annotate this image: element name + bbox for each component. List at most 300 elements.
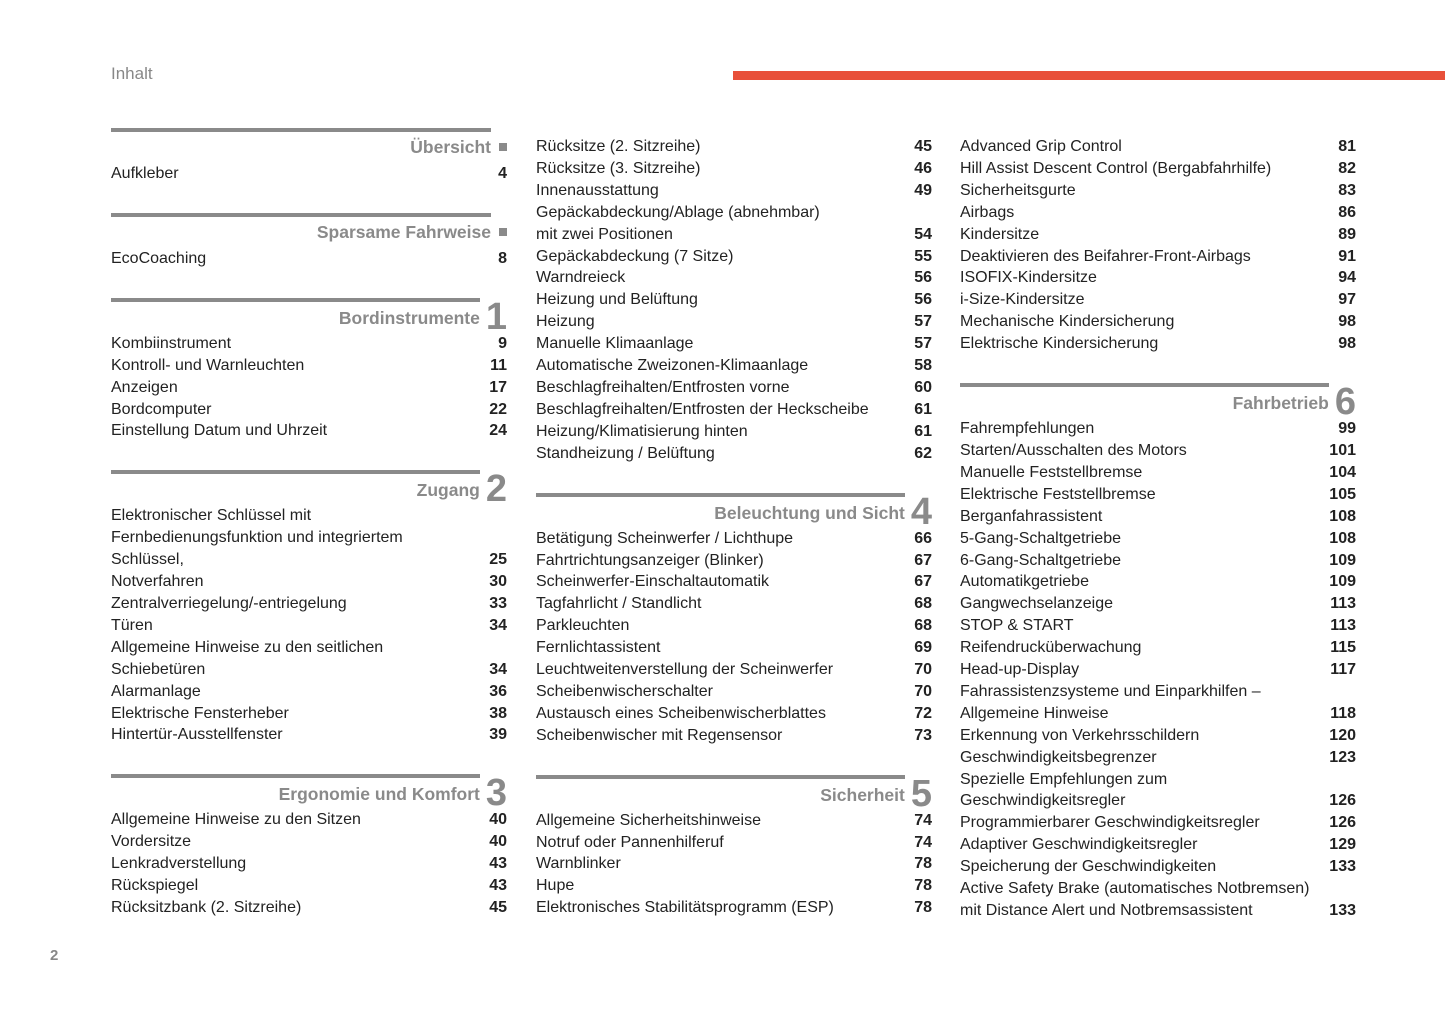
toc-entry-page[interactable]: 49: [914, 181, 932, 199]
toc-entry-title[interactable]: Zentralverriegelung/-entriegelung: [111, 594, 347, 612]
toc-entry-title[interactable]: Spezielle Empfehlungen zum: [960, 770, 1168, 788]
toc-entry[interactable]: [536, 333, 932, 355]
toc-entry-page[interactable]: 11: [490, 356, 507, 374]
toc-entry[interactable]: [960, 593, 1356, 615]
toc-entry-page[interactable]: 58: [914, 357, 932, 375]
toc-entry-title[interactable]: Heizung: [536, 313, 595, 331]
toc-entry-title[interactable]: Head-up-Display: [960, 661, 1080, 679]
toc-entry-title[interactable]: Standheizung / Belüftung: [536, 444, 715, 462]
toc-entry-page[interactable]: 73: [914, 726, 932, 744]
toc-entry-title[interactable]: Advanced Grip Control: [960, 138, 1122, 155]
toc-entry[interactable]: [111, 875, 507, 897]
toc-entry-title[interactable]: Rücksitzbank (2. Sitzreihe): [111, 898, 302, 916]
accent-bar: [733, 71, 1445, 80]
toc-entry[interactable]: [960, 769, 1356, 791]
section-number: 6: [1334, 381, 1356, 424]
toc-entry-title[interactable]: Alarmanlage: [111, 682, 201, 700]
toc-entry-page[interactable]: 115: [1330, 639, 1356, 657]
toc-entry[interactable]: [111, 659, 507, 681]
toc-entry-page[interactable]: 133: [1329, 858, 1356, 876]
toc-entry[interactable]: [960, 637, 1356, 659]
toc-entry[interactable]: [960, 440, 1356, 462]
toc-entry[interactable]: [960, 267, 1356, 289]
toc-entry-title[interactable]: Rücksitze (2. Sitzreihe): [536, 138, 701, 155]
toc-entry-title[interactable]: Rücksitze (3. Sitzreihe): [536, 159, 701, 177]
toc-entry-title[interactable]: Parkleuchten: [536, 617, 630, 635]
toc-entry-page[interactable]: 120: [1329, 726, 1356, 744]
section-header: [536, 490, 932, 533]
toc-entry-page[interactable]: 61: [914, 400, 932, 418]
toc-entry[interactable]: [111, 248, 507, 270]
toc-entry[interactable]: [960, 725, 1356, 747]
toc-entry-page[interactable]: 60: [914, 378, 932, 396]
toc-entry[interactable]: [960, 224, 1356, 246]
toc-entry[interactable]: [960, 246, 1356, 268]
toc-entry-title[interactable]: Programmierbarer Geschwindigkeitsregler: [960, 814, 1260, 832]
toc-entry-page[interactable]: 78: [914, 877, 932, 895]
toc-entry[interactable]: [960, 550, 1356, 572]
toc-entry[interactable]: [111, 897, 507, 919]
toc-entry-title[interactable]: Automatische Zweizonen-Klimaanlage: [536, 357, 809, 375]
toc-entry-title[interactable]: Bordcomputer: [111, 400, 212, 418]
toc-entry[interactable]: [536, 202, 932, 224]
toc-entry-title[interactable]: Hupe: [536, 877, 575, 895]
toc-entry[interactable]: [960, 812, 1356, 834]
toc-entry[interactable]: [536, 377, 932, 399]
toc-entry-title[interactable]: Schiebetüren: [111, 660, 206, 678]
toc-entry[interactable]: [536, 615, 932, 637]
toc-entry[interactable]: [536, 550, 932, 572]
toc-entry-page[interactable]: 105: [1329, 485, 1356, 503]
toc-entry-title[interactable]: Active Safety Brake (automatisches Notbremsen): [960, 880, 1310, 898]
section-divider: [111, 128, 491, 132]
document-title: Inhalt: [111, 64, 153, 83]
toc-entry-page[interactable]: 40: [489, 833, 507, 851]
toc-entry[interactable]: [536, 897, 932, 919]
toc-entry-title[interactable]: Fahrassistenzsysteme und Einparkhilfen –: [960, 682, 1261, 700]
toc-entry-title[interactable]: Adaptiver Geschwindigkeitsregler: [960, 836, 1198, 854]
section-divider: [536, 775, 905, 779]
toc-entry-title[interactable]: Gepäckabdeckung/Ablage (abnehmbar): [536, 203, 820, 221]
section-number: 1: [485, 295, 507, 338]
section-header: [960, 381, 1356, 424]
toc-entry-title[interactable]: mit zwei Positionen: [536, 225, 673, 243]
section-title: Übersicht: [410, 137, 491, 157]
toc-entry[interactable]: [960, 659, 1356, 681]
toc-entry-title[interactable]: Gepäckabdeckung (7 Sitze): [536, 247, 734, 265]
toc-entry-page[interactable]: 8: [498, 249, 507, 267]
toc-entry-title[interactable]: STOP & START: [960, 617, 1074, 635]
toc-entry[interactable]: [960, 136, 1356, 158]
toc-entry-page[interactable]: 98: [1338, 335, 1356, 353]
toc-entry-page[interactable]: 81: [1338, 138, 1356, 155]
toc-entry[interactable]: [536, 311, 932, 333]
toc-entry-page[interactable]: 82: [1338, 159, 1356, 177]
toc-entry-title[interactable]: Beschlagfreihalten/Entfrosten der Heckscheibe: [536, 400, 869, 418]
toc-entry[interactable]: [111, 809, 507, 831]
section-gap: [111, 243, 507, 248]
toc-entry-title[interactable]: Fernlichtassistent: [536, 639, 661, 657]
toc-entry[interactable]: [960, 528, 1356, 550]
toc-entry[interactable]: [536, 399, 932, 421]
section-title: Beleuchtung und Sicht: [714, 502, 905, 523]
toc-entry-page[interactable]: 55: [914, 247, 932, 265]
toc-entry[interactable]: [111, 399, 507, 421]
section-gap: [536, 805, 932, 810]
toc-entry-title[interactable]: ISOFIX-Kindersitze: [960, 269, 1097, 287]
toc-entry-title[interactable]: Fernbedienungsfunktion und integriertem: [111, 529, 403, 547]
section-title: Sicherheit: [820, 784, 905, 805]
toc-entry-title[interactable]: Heizung/Klimatisierung hinten: [536, 422, 748, 440]
toc-entry[interactable]: [111, 831, 507, 853]
toc-entry-page[interactable]: 113: [1330, 617, 1356, 635]
toc-entry-title[interactable]: Allgemeine Sicherheitshinweise: [536, 811, 762, 829]
section-gap: [536, 523, 932, 528]
toc-entry[interactable]: [536, 853, 932, 875]
page-number: 2: [50, 947, 59, 964]
toc-entry-title[interactable]: Manuelle Klimaanlage: [536, 335, 694, 353]
toc-entry[interactable]: [111, 377, 507, 399]
toc-entry[interactable]: [111, 549, 507, 571]
section-title-row: [111, 468, 507, 511]
toc-entry-page[interactable]: 109: [1329, 573, 1356, 591]
toc-entry[interactable]: [960, 615, 1356, 637]
toc-entry-page[interactable]: 68: [914, 617, 932, 635]
toc-entry[interactable]: [960, 484, 1356, 506]
toc-entry[interactable]: [536, 180, 932, 202]
toc-entry-page[interactable]: 45: [489, 898, 507, 916]
section-number: 4: [910, 490, 932, 533]
toc-entry-page[interactable]: 57: [914, 335, 932, 353]
toc-entry-page[interactable]: 126: [1329, 792, 1356, 810]
toc-entry-title[interactable]: Innenausstattung: [536, 181, 659, 199]
toc-entry-title[interactable]: Manuelle Feststellbremse: [960, 463, 1143, 481]
toc-entry[interactable]: [536, 443, 932, 465]
toc-entry-page[interactable]: 56: [914, 269, 932, 287]
toc-entry-page[interactable]: 66: [914, 529, 932, 547]
toc-entry-title[interactable]: Türen: [111, 616, 153, 634]
toc-entry[interactable]: [960, 311, 1356, 333]
section-divider: [536, 493, 905, 497]
toc-entry[interactable]: [536, 832, 932, 854]
section-title-row: [960, 381, 1356, 424]
toc-entry-page[interactable]: 43: [489, 855, 507, 873]
toc-entry[interactable]: [111, 681, 507, 703]
toc-entry[interactable]: [536, 158, 932, 180]
toc-entry[interactable]: [536, 571, 932, 593]
toc-entry-title[interactable]: Anzeigen: [111, 378, 178, 396]
toc-entry[interactable]: [536, 593, 932, 615]
toc-entry-page[interactable]: 78: [914, 899, 932, 917]
toc-column-1: [111, 128, 507, 919]
toc-entry-title[interactable]: Elektronisches Stabilitätsprogramm (ESP): [536, 899, 834, 917]
toc-entry-page[interactable]: 69: [914, 639, 932, 657]
toc-entry[interactable]: [960, 506, 1356, 528]
toc-entry-title[interactable]: Austausch eines Scheibenwischerblattes: [536, 704, 826, 722]
toc-entry-title[interactable]: Beschlagfreihalten/Entfrosten vorne: [536, 378, 790, 396]
toc-entry-page[interactable]: 62: [914, 444, 932, 462]
toc-entry-page[interactable]: 94: [1338, 269, 1356, 287]
toc-entry-page[interactable]: 54: [914, 225, 932, 243]
toc-entry-page[interactable]: 101: [1329, 441, 1356, 459]
toc-entry-page[interactable]: 9: [498, 334, 507, 352]
toc-entry[interactable]: [960, 681, 1356, 703]
toc-column-3: [960, 136, 1356, 922]
toc-entry-title[interactable]: Hintertür-Ausstellfenster: [111, 726, 283, 744]
toc-entry-page[interactable]: 34: [489, 660, 507, 678]
toc-entry-page[interactable]: 129: [1329, 836, 1356, 854]
toc-entry-page[interactable]: 118: [1330, 704, 1356, 722]
section-square-icon: [499, 143, 507, 151]
section-divider: [111, 298, 480, 302]
toc-entry-title[interactable]: 6-Gang-Schaltgetriebe: [960, 551, 1121, 569]
toc-entry-title[interactable]: EcoCoaching: [111, 249, 207, 267]
toc-entry[interactable]: [111, 505, 507, 527]
section-title-row: [111, 772, 507, 815]
toc-entry[interactable]: [960, 790, 1356, 812]
toc-entry-title[interactable]: Allgemeine Hinweise: [960, 704, 1109, 722]
toc-entry[interactable]: [960, 333, 1356, 355]
toc-entry[interactable]: [536, 528, 932, 550]
toc-entry-title[interactable]: i-Size-Kindersitze: [960, 291, 1085, 309]
toc-entry[interactable]: [111, 724, 507, 746]
toc-entry-page[interactable]: 46: [914, 159, 932, 177]
toc-entry-title[interactable]: Automatikgetriebe: [960, 573, 1089, 591]
toc-entry[interactable]: [111, 853, 507, 875]
toc-entry[interactable]: [111, 420, 507, 442]
toc-entry-page[interactable]: 72: [914, 704, 932, 722]
toc-entry[interactable]: [111, 163, 507, 185]
toc-entry-title[interactable]: Vordersitze: [111, 833, 192, 851]
toc-entry-title[interactable]: Tagfahrlicht / Standlicht: [536, 595, 702, 613]
section-title: Fahrbetrieb: [1232, 393, 1329, 414]
section-title: Sparsame Fahrweise: [316, 221, 491, 242]
toc-entry-title[interactable]: Aufkleber: [111, 165, 179, 182]
toc-entry-title[interactable]: Warnblinker: [536, 855, 621, 873]
toc-entry[interactable]: [536, 355, 932, 377]
toc-entry[interactable]: [960, 878, 1356, 900]
toc-entry[interactable]: [536, 703, 932, 725]
toc-entry-title[interactable]: Reifendrucküberwachung: [960, 639, 1142, 657]
section-header: [111, 772, 507, 815]
toc-entry[interactable]: [960, 703, 1356, 725]
section-gap: [960, 413, 1356, 418]
toc-entry-title[interactable]: Heizung und Belüftung: [536, 291, 698, 309]
toc-entry-title[interactable]: Elektronischer Schlüssel mit: [111, 507, 312, 525]
toc-entry[interactable]: [960, 180, 1356, 202]
toc-entry-title[interactable]: Elektrische Fensterheber: [111, 704, 289, 722]
toc-entry-title[interactable]: mit Distance Alert und Notbremsassistent: [960, 902, 1253, 919]
section-title-row: [111, 136, 507, 158]
toc-entry[interactable]: [536, 136, 932, 158]
toc-entry[interactable]: [536, 725, 932, 747]
toc-entry[interactable]: [536, 681, 932, 703]
toc-entry-title[interactable]: Elektrische Feststellbremse: [960, 485, 1156, 503]
toc-entry-title[interactable]: Speicherung der Geschwindigkeiten: [960, 858, 1217, 876]
toc-entry[interactable]: [111, 527, 507, 549]
section-header: [536, 772, 932, 815]
toc-entry-title[interactable]: Sicherheitsgurte: [960, 181, 1076, 199]
toc-entry-title[interactable]: Mechanische Kindersicherung: [960, 313, 1175, 331]
section-header: [111, 128, 507, 163]
toc-entry-page[interactable]: 24: [489, 422, 507, 440]
toc-entry[interactable]: [960, 856, 1356, 878]
toc-entry-title[interactable]: Einstellung Datum und Uhrzeit: [111, 422, 328, 440]
toc-entry-page[interactable]: 91: [1338, 247, 1356, 265]
toc-entry-page[interactable]: 43: [489, 877, 507, 895]
toc-entry-title[interactable]: Scheinwerfer-Einschaltautomatik: [536, 573, 769, 591]
toc-entry-page[interactable]: 123: [1329, 748, 1356, 766]
toc-entry-title[interactable]: Berganfahrassistent: [960, 507, 1103, 525]
toc-entry[interactable]: [536, 246, 932, 268]
toc-entry-page[interactable]: 22: [489, 400, 507, 418]
toc-entry-page[interactable]: 104: [1329, 463, 1356, 481]
section-title-row: [536, 490, 932, 533]
toc-entry[interactable]: [960, 418, 1356, 440]
toc-entry-page[interactable]: 89: [1338, 225, 1356, 243]
toc-entry[interactable]: [960, 571, 1356, 593]
toc-entry-page[interactable]: 4: [498, 165, 507, 182]
toc-entry-title[interactable]: Gangwechselanzeige: [960, 595, 1113, 613]
toc-entry[interactable]: [960, 202, 1356, 224]
toc-entry-page[interactable]: 25: [489, 551, 507, 569]
toc-entry-page[interactable]: 70: [914, 661, 932, 679]
toc-entry[interactable]: [536, 637, 932, 659]
toc-entry[interactable]: [536, 875, 932, 897]
toc-entry-title[interactable]: Leuchtweitenverstellung der Scheinwerfer: [536, 661, 834, 679]
section-title-row: [111, 295, 507, 338]
toc-entry-page[interactable]: 30: [489, 573, 507, 591]
toc-entry-title[interactable]: Deaktivieren des Beifahrer-Front-Airbags: [960, 247, 1251, 265]
section-title: Bordinstrumente: [338, 307, 480, 328]
toc-entry-title[interactable]: Fahrtrichtungsanzeiger (Blinker): [536, 551, 764, 569]
toc-entry-title[interactable]: Erkennung von Verkehrsschildern: [960, 726, 1200, 744]
toc-entry-title[interactable]: Kombiinstrument: [111, 334, 232, 352]
toc-entry-page[interactable]: 40: [489, 811, 507, 829]
toc-entry[interactable]: [536, 421, 932, 443]
toc-entry[interactable]: [960, 834, 1356, 856]
toc-entry-page[interactable]: 97: [1338, 291, 1356, 309]
toc-entry-page[interactable]: 33: [489, 594, 507, 612]
section-gap: [111, 158, 507, 163]
toc-entry-title[interactable]: Hill Assist Descent Control (Bergabfahrhilfe): [960, 159, 1272, 177]
toc-entry[interactable]: [536, 267, 932, 289]
section-header: [111, 295, 507, 338]
section-number: 3: [485, 772, 507, 815]
toc-entry[interactable]: [536, 810, 932, 832]
toc-entry-title[interactable]: Airbags: [960, 203, 1015, 221]
toc-entry[interactable]: [960, 462, 1356, 484]
toc-entry-title[interactable]: Scheibenwischerschalter: [536, 682, 713, 700]
toc-entry[interactable]: [111, 703, 507, 725]
toc-entry-page[interactable]: 36: [489, 682, 507, 700]
toc-entry-page[interactable]: 117: [1330, 661, 1356, 679]
section-divider: [111, 774, 480, 778]
section-gap: [111, 500, 507, 505]
toc-entry-page[interactable]: 34: [489, 616, 507, 634]
toc-entry-page[interactable]: 67: [914, 573, 932, 591]
toc-entry-title[interactable]: Notruf oder Pannenhilferuf: [536, 833, 724, 851]
toc-entry-page[interactable]: 38: [489, 704, 507, 722]
toc-entry-page[interactable]: 67: [914, 551, 932, 569]
toc-entry-title[interactable]: Kindersitze: [960, 225, 1040, 243]
section-title-row: [111, 221, 507, 243]
section-number: 2: [485, 468, 507, 511]
toc-entry-page[interactable]: 57: [914, 313, 932, 331]
toc-entry-page[interactable]: 17: [489, 378, 507, 396]
toc-entry[interactable]: [960, 158, 1356, 180]
toc-entry-page[interactable]: 45: [914, 138, 932, 155]
toc-entry-page[interactable]: 56: [914, 291, 932, 309]
toc-entry[interactable]: [111, 637, 507, 659]
section-title: Ergonomie und Komfort: [278, 784, 480, 805]
toc-entry-title[interactable]: 5-Gang-Schaltgetriebe: [960, 529, 1121, 547]
section-gap: [111, 328, 507, 333]
toc-entry-page[interactable]: 133: [1329, 902, 1356, 919]
toc-entry-page[interactable]: 78: [914, 855, 932, 873]
toc-entry-title[interactable]: Scheibenwischer mit Regensensor: [536, 726, 783, 744]
toc-entry[interactable]: [111, 593, 507, 615]
toc-entry-title[interactable]: Warndreieck: [536, 269, 626, 287]
section-square-icon: [499, 228, 507, 236]
toc-entry-title[interactable]: Geschwindigkeitsregler: [960, 792, 1126, 810]
toc-entry-title[interactable]: Geschwindigkeitsbegrenzer: [960, 748, 1157, 766]
toc-entry-title[interactable]: Lenkradverstellung: [111, 855, 247, 873]
toc-entry[interactable]: [960, 747, 1356, 769]
toc-entry-title[interactable]: Kontroll- und Warnleuchten: [111, 356, 305, 374]
toc-entry[interactable]: [536, 224, 932, 246]
toc-entry-page[interactable]: 68: [914, 595, 932, 613]
toc-entry-page[interactable]: 99: [1338, 420, 1356, 438]
toc-entry-title[interactable]: Rückspiegel: [111, 877, 199, 895]
toc-entry-title[interactable]: Betätigung Scheinwerfer / Lichthupe: [536, 529, 794, 547]
toc-entry-page[interactable]: 74: [914, 833, 932, 851]
toc-entry[interactable]: [111, 571, 507, 593]
toc-entry-title[interactable]: Allgemeine Hinweise zu den Sitzen: [111, 811, 361, 829]
toc-entry-page[interactable]: 108: [1329, 529, 1356, 547]
toc-entry-title[interactable]: Fahrempfehlungen: [960, 420, 1095, 438]
toc-entry-page[interactable]: 113: [1330, 595, 1356, 613]
toc-entry[interactable]: [960, 900, 1356, 922]
toc-entry[interactable]: [960, 289, 1356, 311]
toc-entry[interactable]: [111, 615, 507, 637]
toc-entry-page[interactable]: 108: [1329, 507, 1356, 525]
toc-entry-page[interactable]: 98: [1338, 313, 1356, 331]
toc-entry-page[interactable]: 61: [914, 422, 932, 440]
toc-entry-page[interactable]: 126: [1329, 814, 1356, 832]
section-divider: [960, 383, 1329, 387]
toc-entry-page[interactable]: 83: [1338, 181, 1356, 199]
toc-entry[interactable]: [111, 333, 507, 355]
toc-entry-page[interactable]: 70: [914, 682, 932, 700]
toc-entry-title[interactable]: Elektrische Kindersicherung: [960, 335, 1159, 353]
toc-entry[interactable]: [536, 659, 932, 681]
toc-entry[interactable]: [111, 355, 507, 377]
toc-entry-page[interactable]: 74: [914, 811, 932, 829]
section-title: Zugang: [416, 480, 480, 501]
toc-entry-title[interactable]: Starten/Ausschalten des Motors: [960, 441, 1187, 459]
toc-entry-page[interactable]: 39: [489, 726, 507, 744]
section-divider: [111, 470, 480, 474]
section-title-row: [536, 772, 932, 815]
toc-entry-page[interactable]: 109: [1329, 551, 1356, 569]
toc-entry-page[interactable]: 86: [1338, 203, 1356, 221]
toc-entry-title[interactable]: Schlüssel,: [111, 551, 184, 569]
toc-entry-title[interactable]: Notverfahren: [111, 573, 204, 591]
section-header: [111, 213, 507, 248]
toc-entry[interactable]: [536, 289, 932, 311]
toc-entry-title[interactable]: Allgemeine Hinweise zu den seitlichen: [111, 638, 384, 656]
